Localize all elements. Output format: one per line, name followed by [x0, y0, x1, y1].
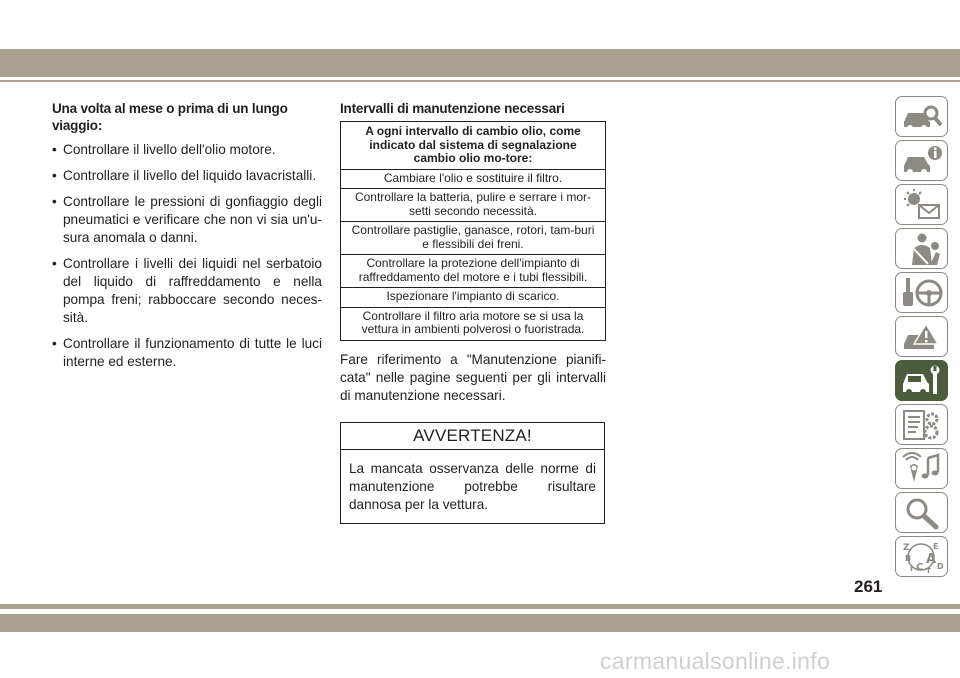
svg-text:I: I	[909, 563, 913, 573]
table-row	[341, 189, 606, 222]
watermark: carmanualsonline.info	[600, 648, 831, 674]
tab-car-info[interactable]	[895, 140, 948, 181]
list-item: • Controllare il livello dell'olio motore.	[52, 142, 276, 157]
svg-text:D: D	[936, 561, 944, 571]
car-info-icon	[900, 144, 944, 178]
tab-starting-driving[interactable]	[895, 272, 948, 313]
tab-car-overview[interactable]	[895, 96, 948, 137]
bullet-icon: •	[52, 168, 57, 183]
search-icon	[900, 496, 944, 530]
car-emergency-icon	[900, 320, 944, 354]
index-alphabet-icon	[900, 540, 944, 574]
table-row	[341, 169, 606, 189]
svg-text:A: A	[925, 551, 936, 567]
warning-light-message-icon	[900, 188, 944, 222]
tab-index[interactable]	[895, 536, 948, 577]
table-cell: Ispezionare l'impianto di scarico.	[341, 288, 606, 308]
table-cell: Controllare la protezione dell'impianto di raffreddamento del motore e i tubi flessibili.	[341, 255, 606, 288]
bullet-icon: •	[52, 256, 57, 271]
table-cell: Controllare il filtro aria motore se si usa la vettura in ambienti polverosi o fuoristrada.	[341, 307, 606, 340]
table-cell: Cambiare l'olio e sostituire il filtro.	[341, 169, 606, 189]
car-wrench-icon	[900, 364, 944, 398]
monthly-check-list	[52, 141, 322, 371]
table-row	[341, 288, 606, 308]
list-item: • Controllare il livello del liquido lavacristalli.	[52, 168, 317, 183]
svg-text:B: B	[904, 553, 911, 563]
reference-paragraph: Fare riferimento a "Manutenzione pianifi-cata" nelle pagine seguenti per gli intervalli di manutenzione necessari.	[340, 351, 606, 403]
top-header-line	[0, 80, 960, 82]
bullet-icon: •	[52, 142, 57, 157]
table-row	[341, 222, 606, 255]
maintenance-intervals-heading: Intervalli di manutenzione necessari	[340, 101, 565, 116]
bottom-band-thin	[0, 604, 960, 609]
monthly-check-heading: Una volta al mese o prima di un lungo viaggio:	[52, 101, 288, 133]
bullet-icon: •	[52, 194, 57, 209]
car-magnifier-icon	[900, 100, 944, 134]
table-cell: Controllare la batteria, pulire e serrare i mor-setti secondo necessità.	[341, 189, 606, 222]
bullet-icon: •	[52, 336, 57, 351]
list-item: • Controllare le pressioni di gonfiaggio degli pneumatici e verificare che non vi sia un'u-sura anomala o danni.	[52, 194, 322, 245]
key-steering-wheel-icon	[900, 276, 944, 310]
tab-warning-lights[interactable]	[895, 184, 948, 225]
tab-specifications[interactable]	[895, 404, 948, 445]
multimedia-music-icon	[900, 452, 944, 486]
svg-text:T: T	[925, 566, 931, 574]
table-cell: Controllare pastiglie, ganasce, rotori, tam-buri e flessibili dei freni.	[341, 222, 606, 255]
seatbelt-airbag-icon	[900, 232, 944, 266]
table-row	[341, 122, 606, 170]
tab-safety[interactable]	[895, 228, 948, 269]
tab-multimedia[interactable]	[895, 448, 948, 489]
bottom-band	[0, 614, 960, 632]
svg-text:C: C	[915, 561, 923, 573]
page-number: 261	[854, 577, 883, 596]
svg-text:E: E	[932, 541, 938, 551]
top-header-band	[0, 49, 960, 77]
warning-body: La mancata osservanza delle norme di manutenzione potrebbe risultare dannosa per la vettura.	[349, 460, 596, 512]
right-column	[340, 100, 606, 524]
table-row	[341, 255, 606, 288]
tab-emergency[interactable]	[895, 316, 948, 357]
tab-servicing-maintenance[interactable]	[895, 360, 948, 401]
warning-box	[340, 422, 605, 524]
table-header-cell: A ogni intervallo di cambio olio, come indicato dal sistema di segnalazione cambio olio mo-tore:	[341, 122, 606, 170]
left-column	[52, 100, 322, 379]
svg-text:Z: Z	[902, 542, 910, 553]
table-row	[341, 307, 606, 340]
list-item: • Controllare il funzionamento di tutte le luci interne ed esterne.	[52, 336, 322, 369]
warning-title: AVVERTENZA!	[341, 423, 604, 450]
specifications-gears-icon	[900, 408, 944, 442]
list-item: • Controllare i livelli dei liquidi nel serbatoio del liquido di raffreddamento e nella pompa freni; rabboccare secondo neces-sità.	[52, 256, 322, 325]
chapter-tab-strip	[895, 96, 951, 580]
maintenance-table	[340, 121, 606, 341]
tab-search[interactable]	[895, 492, 948, 533]
